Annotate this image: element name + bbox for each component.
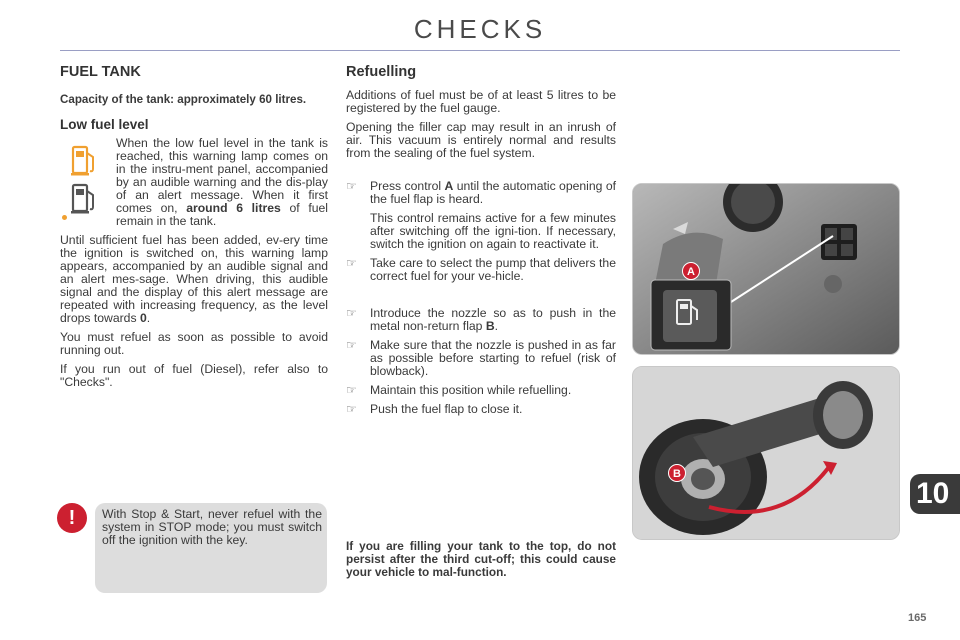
pointing-hand-icon: ☞ [346, 256, 357, 270]
list-item: ☞ Introduce the nozzle so as to push in the metal non-return flap B. [346, 306, 616, 333]
warning-lamp-dot-icon [62, 215, 67, 220]
fuel-filler-photo [632, 366, 900, 540]
section-title-refuelling: Refuelling [346, 64, 417, 80]
pointing-hand-icon: ☞ [346, 179, 357, 193]
list-item: ☞ Take care to select the pump that delivers the correct fuel for your ve-hicle. [346, 256, 616, 283]
middle-column [346, 66, 616, 422]
chapter-tab: 10 [910, 474, 960, 514]
list-item: ☞ Make sure that the nozzle is pushed in as far as possible before starting to refuel (risk of blowback). [346, 338, 616, 378]
list-item: ☞ Push the fuel flap to close it. [346, 402, 523, 416]
pointing-hand-icon: ☞ [346, 306, 357, 320]
fuel-pump-orange-icon [70, 143, 100, 177]
warning-text: With Stop & Start, never refuel with the system in STOP mode; you must switch off the ignition with the key. [102, 507, 322, 547]
page-number: 165 [908, 612, 927, 624]
exclamation-icon: ! [57, 503, 87, 533]
fuel-filler-illustration [633, 367, 900, 540]
low-fuel-para-3: If you run out of fuel (Diesel), refer also to "Checks". [60, 362, 328, 389]
label-b-badge: B [668, 464, 686, 482]
low-fuel-para-1: Until sufficient fuel has been added, ev-ery time the ignition is switched on, this warning lamp appears, accompanied by an audible signal and an alert mes-sage. When driving, this audible signal and the display of this alert message are repeated with increasing frequency, as the level drops towards 0. [60, 233, 328, 325]
fuel-pump-grey-icon [70, 181, 100, 215]
refuel-para-2: Opening the filler cap may result in an inrush of air. This vacuum is entirely normal and results from the sealing of the fuel system. [346, 120, 616, 160]
left-column [60, 66, 328, 395]
low-fuel-block [60, 137, 328, 228]
fill-warning-note: If you are filling your tank to the top, do not persist after the third cut-off; this could cause your vehicle to mal-function. [346, 539, 616, 579]
label-a-badge: A [682, 262, 700, 280]
pointing-hand-icon: ☞ [346, 383, 357, 397]
section-title-fuel-tank: FUEL TANK [60, 64, 141, 80]
low-fuel-text: When the low fuel level in the tank is reached, this warning lamp comes on in the instru-ment panel, accompanied by an audible warning and the dis-play of an alert message. When it first comes on, around 6 litres of fuel remain in the tank. [116, 136, 328, 228]
header-divider [60, 50, 900, 51]
refuel-para-1: Additions of fuel must be of at least 5 litres to be registered by the fuel gauge. [346, 88, 616, 115]
low-fuel-title: Low fuel level [60, 117, 149, 132]
dashboard-illustration [633, 184, 900, 355]
low-fuel-para-2: You must refuel as soon as possible to avoid running out. [60, 330, 328, 357]
dashboard-photo [632, 183, 900, 355]
page-title: CHECKS [413, 14, 547, 44]
refuel-steps-1 [346, 180, 616, 283]
capacity-note: Capacity of the tank: approximately 60 litres. [60, 93, 307, 106]
refuel-steps-2 [346, 307, 616, 416]
list-item: ☞ Maintain this position while refuelling. [346, 383, 572, 397]
list-item: ☞ Press control A until the automatic opening of the fuel flap is heard. This control remains active for a few minutes after switching off the igni-tion. If necessary, switch the ignition on again to reactivate it. [346, 179, 616, 251]
pointing-hand-icon: ☞ [346, 402, 357, 416]
press-control-note: This control remains active for a few minutes after switching off the igni-tion. If necessary, switch the ignition on again to reactivate it. [370, 211, 616, 251]
pointing-hand-icon: ☞ [346, 338, 357, 352]
